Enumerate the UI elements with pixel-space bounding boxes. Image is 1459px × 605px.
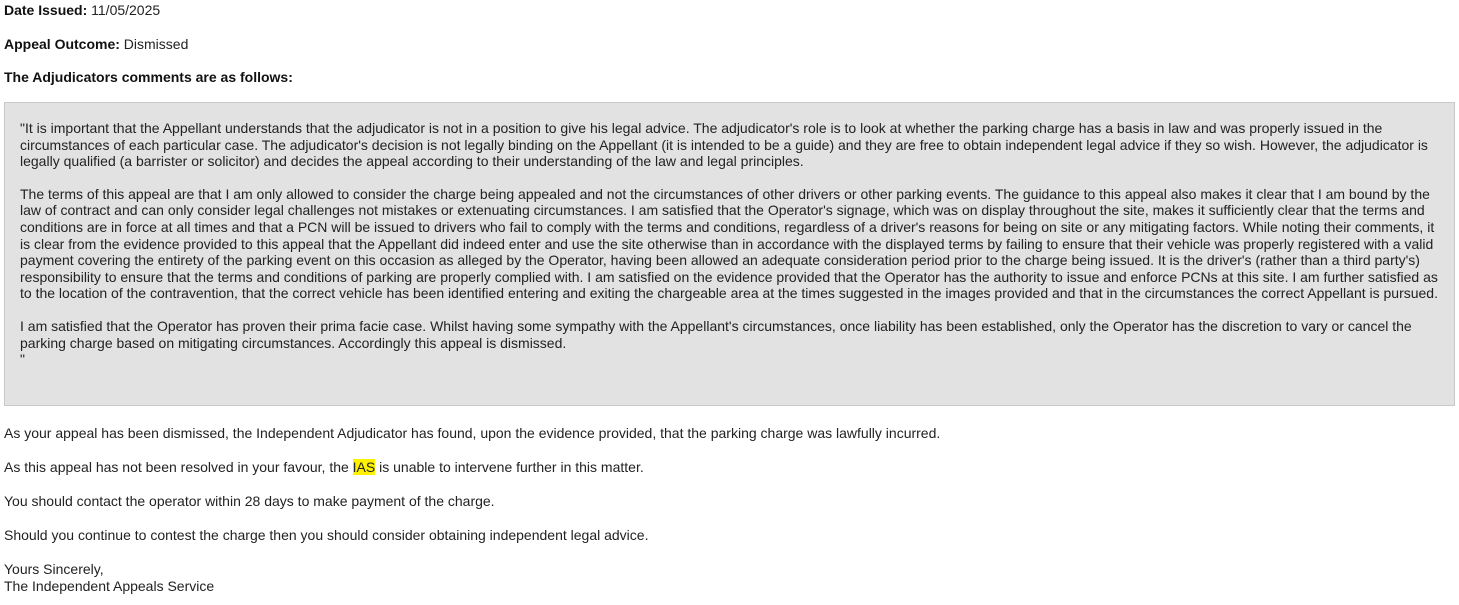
signoff-signature: The Independent Appeals Service — [4, 578, 215, 594]
appeal-outcome-value: Dismissed — [123, 36, 189, 52]
comments-paragraph-1: "It is important that the Appellant understands that the adjudicator is not in a position to give his legal advice. The adjudicator's role is to look at whether the parking charge has a basis in law and was properly issued in the circumstances of each particular case. The adjudicator's decision is not legally binding on the Appellant (it is intended to be a guide) and they are free to obtain independent legal advice if they so wish. However, the adjudicator is legally qualified (a barrister or solicitor) and decides the appeal according to their understanding of the law and legal principles. — [20, 120, 1428, 170]
comments-closing-quote: " — [20, 351, 25, 368]
ias-notice-after: is unable to intervene further in this matter. — [375, 459, 644, 475]
comments-heading: The Adjudicators comments are as follows: — [4, 69, 293, 85]
comments-paragraph-2: The terms of this appeal are that I am only allowed to consider the charge being appealed and not the circumstances of other drivers or other parking events. The guidance to this appeal also makes it clear that I am bound by the law of contract and can only consider legal challenges not mistakes or extenuating circumstances. I am satisfied that the Operator's signage, which was on display throughout the site, makes it sufficiently clear that the terms and conditions are in force at all times and that a PCN will be issued to drivers who fail to comply with the terms and conditions, regardless of a driver's reasons for being on site or any mitigating factors. While noting their comments, it is clear from the evidence provided to this appeal that the Appellant did indeed enter and use the site otherwise than in accordance with the displayed terms by failing to ensure that their vehicle was properly registered with a valid payment covering the entirety of the parking event on this occasion as alleged by the Operator, having been allowed an adequate consideration period prior to the charge being issued. It is the driver's (rather than a third party's) responsibility to ensure that the terms and conditions of parking are properly complied with. I am satisfied on the evidence provided that the Operator has the authority to issue and enforce PCNs at this site. I am further satisfied as to the location of the contravention, that the correct vehicle has been identified entering and exiting the chargeable area at the times suggested in the images provided and that in the circumstances the correct Appellant is pursued. — [20, 185, 1438, 302]
date-issued-label: Date Issued: — [4, 2, 88, 18]
date-issued-row — [4, 2, 160, 18]
legal-advice-notice: Should you continue to contest the charge then you should consider obtaining independent legal advice. — [4, 527, 649, 543]
ias-notice-before: As this appeal has not been resolved in your favour, the — [4, 459, 353, 475]
appeal-outcome-label: Appeal Outcome: — [4, 36, 120, 52]
payment-notice: You should contact the operator within 28 days to make payment of the charge. — [4, 493, 495, 509]
dismissed-notice: As your appeal has been dismissed, the Independent Adjudicator has found, upon the evidence provided, that the parking charge was lawfully incurred. — [4, 425, 941, 441]
adjudicator-comments-box — [4, 102, 1455, 406]
appeal-outcome-row — [4, 36, 188, 52]
comments-paragraph-3: I am satisfied that the Operator has proven their prima facie case. Whilst having some sympathy with the Appellant's circumstances, once liability has been established, only the Operator has the discretion to vary or cancel the parking charge based on mitigating circumstances. Accordingly this appeal is dismissed. — [20, 317, 1412, 351]
ias-highlight: IAS — [352, 459, 376, 475]
signoff-closing: Yours Sincerely, — [4, 561, 104, 577]
date-issued-value: 11/05/2025 — [91, 2, 161, 18]
ias-notice — [4, 459, 644, 475]
